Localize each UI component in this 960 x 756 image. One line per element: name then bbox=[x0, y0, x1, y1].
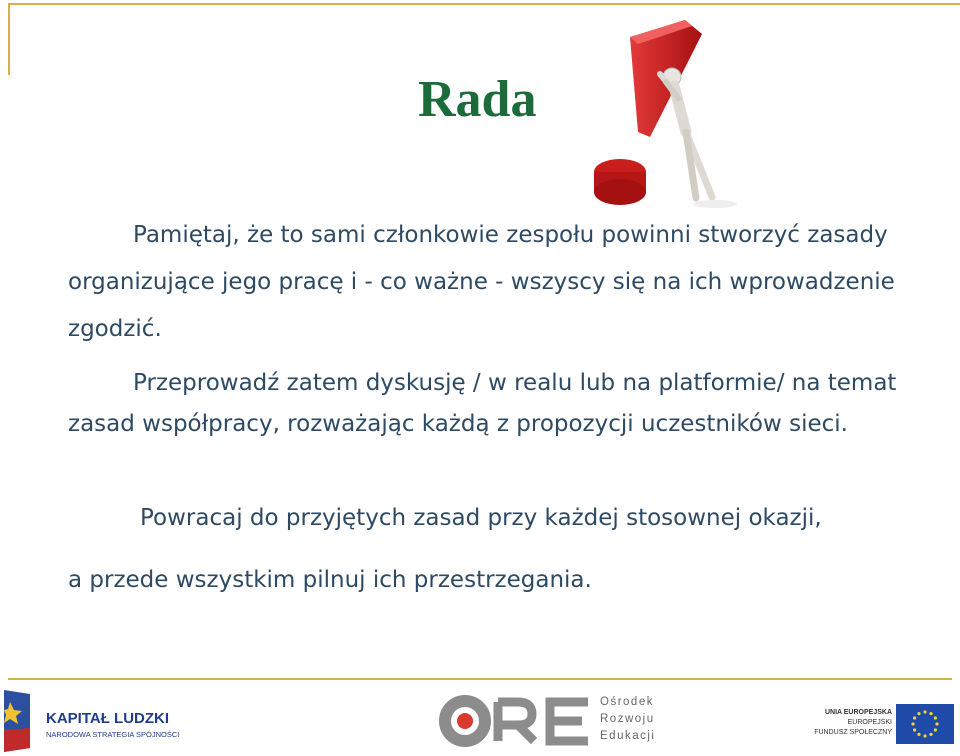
eu-line-2: EUROPEJSKI bbox=[847, 719, 892, 726]
kapital-ludzki-flag-icon bbox=[4, 690, 34, 752]
frame-left-line bbox=[8, 3, 10, 75]
kapital-ludzki-subtitle: NARODOWA STRATEGIA SPÓJNOŚCI bbox=[46, 730, 180, 739]
eu-flag-icon bbox=[896, 704, 954, 744]
eu-logo bbox=[810, 704, 956, 752]
paragraph-4: a przede wszystkim pilnuj ich przestrzegania. bbox=[68, 567, 592, 593]
slide-title: Rada bbox=[418, 71, 537, 128]
ore-line-2: Rozwoju bbox=[600, 713, 655, 725]
eu-text bbox=[810, 708, 892, 738]
ore-logo bbox=[438, 690, 678, 752]
paragraph-1: Pamiętaj, że to sami członkowie zespołu powinni stworzyć zasady organizujące jego pracę i - co ważne - wszyscy się na ich wprowadzenie zgodzić. bbox=[68, 222, 895, 342]
paragraph-2: Przeprowadź zatem dyskusję / w realu lub na platformie/ na temat zasad współpracy, rozważając każdą z propozycji uczestników sieci. bbox=[68, 370, 897, 437]
ore-line-3: Edukacji bbox=[600, 730, 656, 742]
exclamation-figure-illustration bbox=[590, 12, 760, 212]
frame-bottom-line bbox=[8, 678, 952, 680]
ore-mark-logo bbox=[438, 694, 598, 748]
eu-line-3: FUNDUSZ SPOŁECZNY bbox=[814, 729, 892, 736]
kapital-ludzki-title: KAPITAŁ LUDZKI bbox=[46, 710, 170, 727]
kapital-ludzki-logo bbox=[4, 690, 194, 752]
frame-top-line bbox=[8, 3, 960, 5]
paragraph-3: Powracaj do przyjętych zasad przy każdej stosownej okazji, bbox=[140, 505, 822, 531]
ore-name-text bbox=[600, 694, 655, 745]
eu-line-1: UNIA EUROPEJSKA bbox=[824, 709, 892, 716]
ore-line-1: Ośrodek bbox=[600, 696, 654, 708]
